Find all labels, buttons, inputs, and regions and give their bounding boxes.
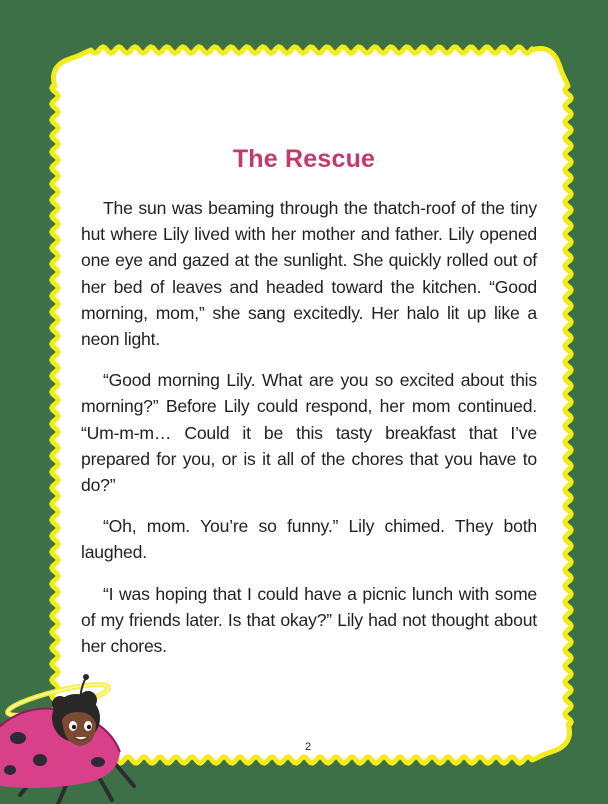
page-number: 2 <box>304 741 312 753</box>
story-paragraph: “Oh, mom. You’re so funny.” Lily chimed. They both laughed. <box>81 516 537 563</box>
story-paragraph: “Good morning Lily. What are you so excited about this morning?” Before Lily could respond, her mom continued. “Um-m-m… Could it be this tasty breakfast that I’ve prepared for you, or is it all of the chores that you have to do?” <box>81 370 537 496</box>
story-paragraph: “I was hoping that I could have a picnic lunch with some of my friends later. Is that okay?” Lily had not thought about her chores. <box>81 583 537 657</box>
ladybug-lily-icon <box>0 0 180 804</box>
page-title: The Rescue <box>232 144 376 173</box>
story-paragraph: The sun was beaming through the thatch-roof of the tiny hut where Lily lived with her mother and father. Lily opened one eye and gazed at the sunlight. She quickly rolled out of her bed of leaves and headed toward the kitchen. “Good morning, mom,” she sang excitedly. Her halo lit up like a neon light. <box>81 198 537 350</box>
